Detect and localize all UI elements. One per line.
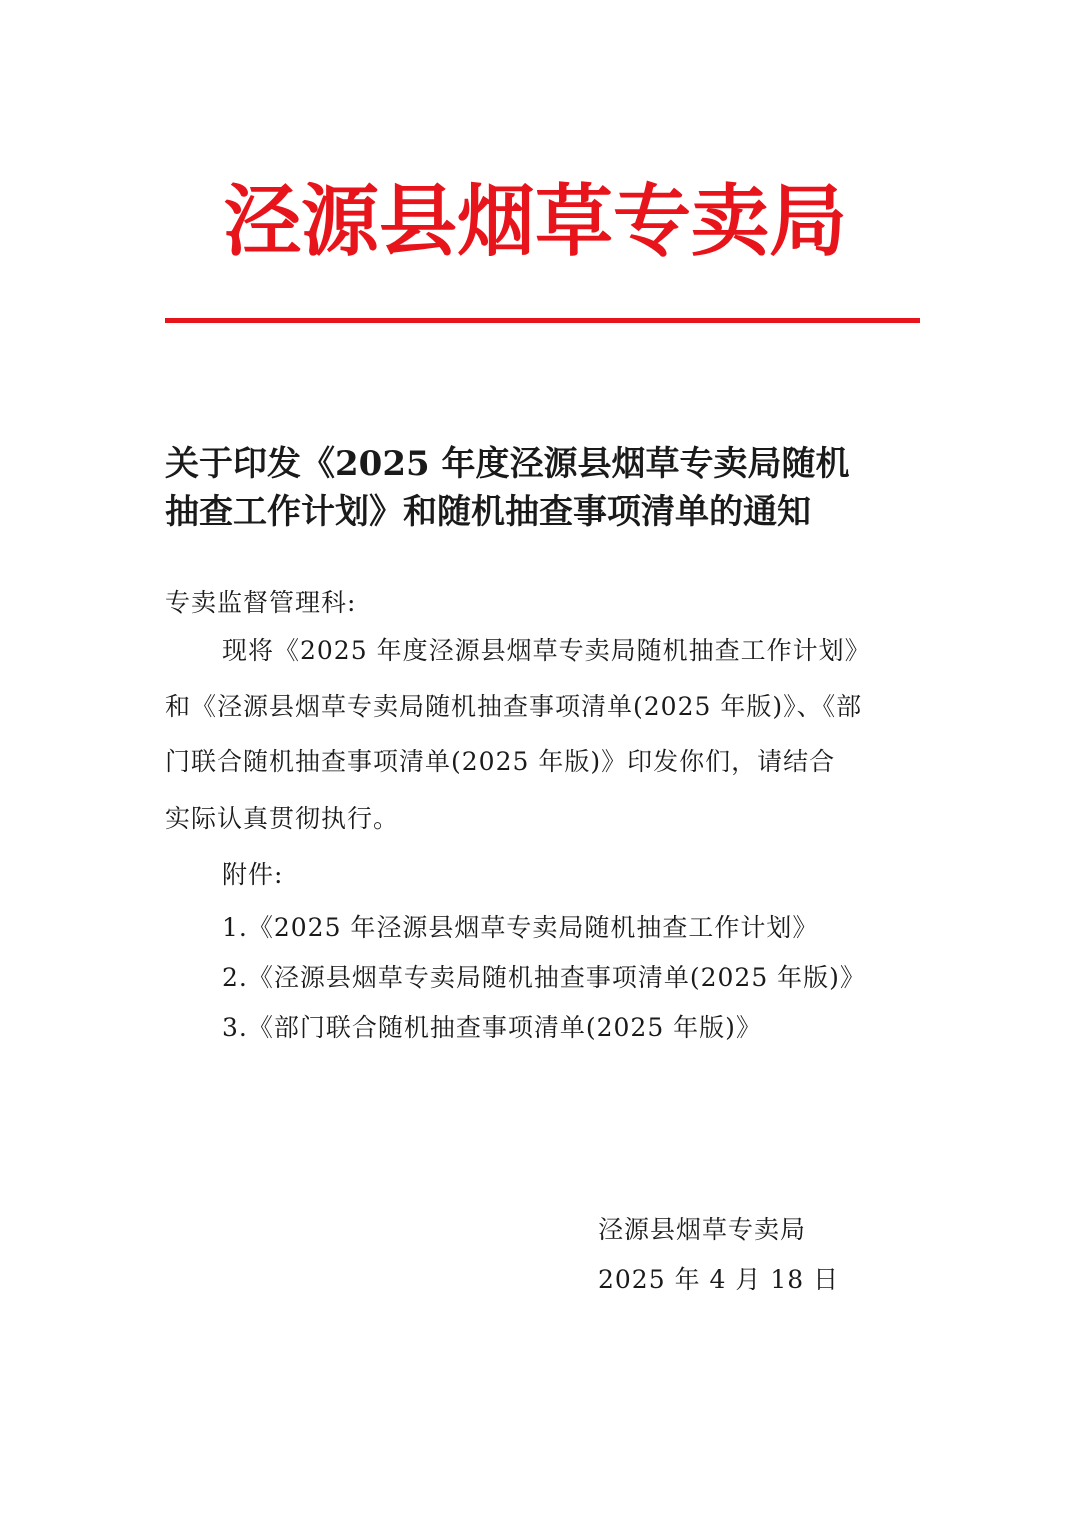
attachment-item-1: 1.《2025 年泾源县烟草专卖局随机抽查工作计划》: [222, 913, 819, 942]
addressee: 专卖监督管理科:: [165, 588, 357, 617]
paragraph-line-1: 现将《2025 年度泾源县烟草专卖局随机抽查工作计划》: [222, 636, 871, 665]
title-line-2: 抽查工作计划》和随机抽查事项清单的通知: [165, 492, 811, 532]
issuer-masthead: 泾源县烟草专卖局: [222, 176, 847, 267]
paragraph-line-4: 实际认真贯彻执行。: [165, 804, 400, 833]
attachment-item-3: 3.《部门联合随机抽查事项清单(2025 年版)》: [222, 1013, 762, 1042]
document-title: [165, 440, 925, 536]
paragraph-line-2: 和《泾源县烟草专卖局随机抽查事项清单(2025 年版)》、《部: [165, 692, 863, 721]
title-line-1: 关于印发《2025 年度泾源县烟草专卖局随机: [165, 444, 850, 484]
signature-date: 2025 年 4 月 18 日: [598, 1265, 840, 1294]
signature-org: 泾源县烟草专卖局: [598, 1215, 807, 1244]
attachment-item-2: 2.《泾源县烟草专卖局随机抽查事项清单(2025 年版)》: [222, 963, 866, 992]
attachments-label: 附件:: [222, 860, 284, 889]
red-divider-rule: [165, 318, 920, 323]
paragraph-line-3: 门联合随机抽查事项清单(2025 年版)》印发你们，请结合: [165, 747, 836, 776]
